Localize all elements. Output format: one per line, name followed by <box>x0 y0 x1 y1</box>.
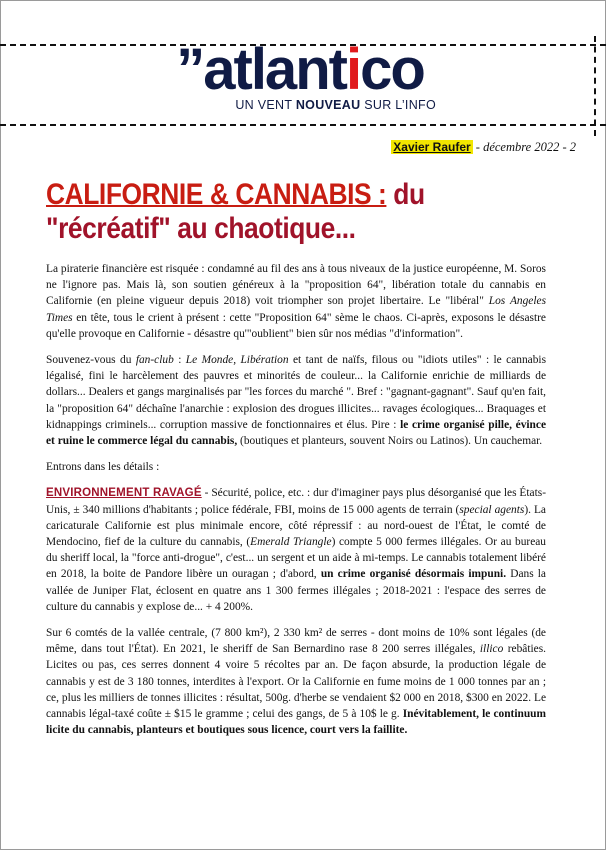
section-heading: ENVIRONNEMENT RAVAGÉ <box>46 487 202 500</box>
bold-text: Inévitablement, le continuum licite du cannabis, planteurs et boutiques sous licence, court vers la faillite. <box>46 708 546 737</box>
paragraph-5 <box>46 625 546 738</box>
text: ) compte 5 000 fermes illégales. Or au bureau du sheriff local, la "force anti-drogue", c'est... un sergent et un aide à mi-temps. Le cannabis totalement libéré en 2018, la boite de Pandore libère un ouragan ; d'abord, <box>46 536 547 581</box>
article-title <box>46 178 504 246</box>
paragraph-2 <box>46 352 546 449</box>
byline-date: - décembre 2022 - 2 <box>472 140 576 154</box>
italic-text: special agents <box>459 503 525 516</box>
title-part2: du <box>386 178 425 211</box>
logo-wordmark <box>150 37 450 102</box>
paragraph-3: Entrons dans les détails : <box>46 461 160 474</box>
paragraph-1 <box>46 261 546 342</box>
italic-text: Le Monde, Libération <box>185 354 289 367</box>
text: (boutiques et planteurs, souvent Noirs ou Latinos). Un cauchemar. <box>237 435 543 448</box>
byline <box>391 140 576 155</box>
dashed-divider-bottom <box>0 124 606 126</box>
logo-word-accent: i <box>345 37 361 102</box>
italic-text: illico <box>479 643 504 656</box>
italic-text: Emerald Triangle <box>250 536 332 549</box>
bold-text: un crime organisé désormais impuni. <box>320 568 507 581</box>
author-name: Xavier Raufer <box>393 140 471 154</box>
tagline-part: SUR L’INFO <box>360 98 436 112</box>
atlantico-logo <box>150 37 450 112</box>
text: ). La caricaturale Californie est plus minimale encore, côté répressif : au nord-ouest de l'État, le comté de Mendocino, fief de la culture du cannabis, ( <box>46 503 546 549</box>
italic-text: Los Angeles Times <box>46 295 546 324</box>
article-body <box>46 261 546 748</box>
text: : <box>173 354 186 367</box>
text: rebâties. Licites ou pas, ces serres donnent 4 voire 5 récoltes par an. De façon absurde, la production légale de cannabis y est de 3 180 tonnes, interdites à l'export. Or la Californie en fume moins de 1 000 tonnes par an ; ce, plus les milliers de tonnes illicites : résultat, 500g. d'herbe se vendaient $2 000 en 2018, $300 en 2022. Le cannabis légal-taxé coûte ± $15 le gramme ; celui des gangs, de 5 à 10$ le g. <box>46 643 546 721</box>
title-line2: "récréatif" au chaotique... <box>46 212 356 245</box>
tagline-part: UN VENT <box>235 98 296 112</box>
tagline-bold: NOUVEAU <box>295 98 361 112</box>
text: Dans la vallée de Juniper Flat, éclosent en quatre ans 1 300 fermes illégales ; 2018-2021 : l'espace des serres de culture du cannabis y explose de... + 4 200%. <box>46 568 546 613</box>
text: La piraterie financière est risquée : condamné au fil des ans à tous niveaux de la justice européenne, M. Soros ne l'ignore pas. Mais là, son soutien généreux à la "proposition 64", libération totale du cannabis en Californie (en pleine vigueur depuis 2018) voit triompher son projet libertaire. Le "libéral" <box>46 263 546 308</box>
text: - Sécurité, police, etc. : dur d'imaginer pays plus désorganisé que les États-Unis, ± 340 millions d'habitants ; police fédérale, FBI, moins de 15 000 agents de terrain ( <box>46 487 546 516</box>
title-part1: CALIFORNIE & CANNABIS : <box>46 178 387 211</box>
logo-word-dark: atlant <box>203 37 346 102</box>
logo-quote: ” <box>176 37 204 102</box>
dashed-divider-right <box>594 36 596 136</box>
text: Souvenez-vous du <box>46 354 136 367</box>
text: et tant de naïfs, filous ou "idiots utiles" : le cannabis légalisé, fini le harcèlement des pauvres et minorités de couleur... la Californie enrichie de milliards de dollars... Dealers et gangs marginalisés par "les forces du marché ". Bref : "gagnant-gagnant". Sauf qu'en fait, la "proposition 64" déchaîne l'anarchie : explosion des drogues illicites... ravages écologiques... Braquages et kidnappings criminels... corruption massive de fonctionnaires et élus. Pire : <box>46 354 546 431</box>
italic-text: fan-club <box>135 354 174 367</box>
paragraph-4 <box>46 485 546 615</box>
logo-word-end: co <box>360 37 424 102</box>
text: en tête, tous le crient à présent : cette "Proposition 64" sème le chaos. Ci-après, exposons le désastre qu'elle provoque en Californie - désastre qu'"oublient" bien sûr nos médias "d'information". <box>46 311 546 340</box>
text: Sur 6 comtés de la vallée centrale, (7 800 km²), 2 330 km² de serres - dont moins de 10% sont légales (de même, dans tout l'État). En 2021, le sheriff de San Bernardino rase 8 200 serres illégales, <box>46 627 546 656</box>
bold-text: le crime organisé pille, évince et ruine le commerce légal du cannabis, <box>46 418 546 448</box>
